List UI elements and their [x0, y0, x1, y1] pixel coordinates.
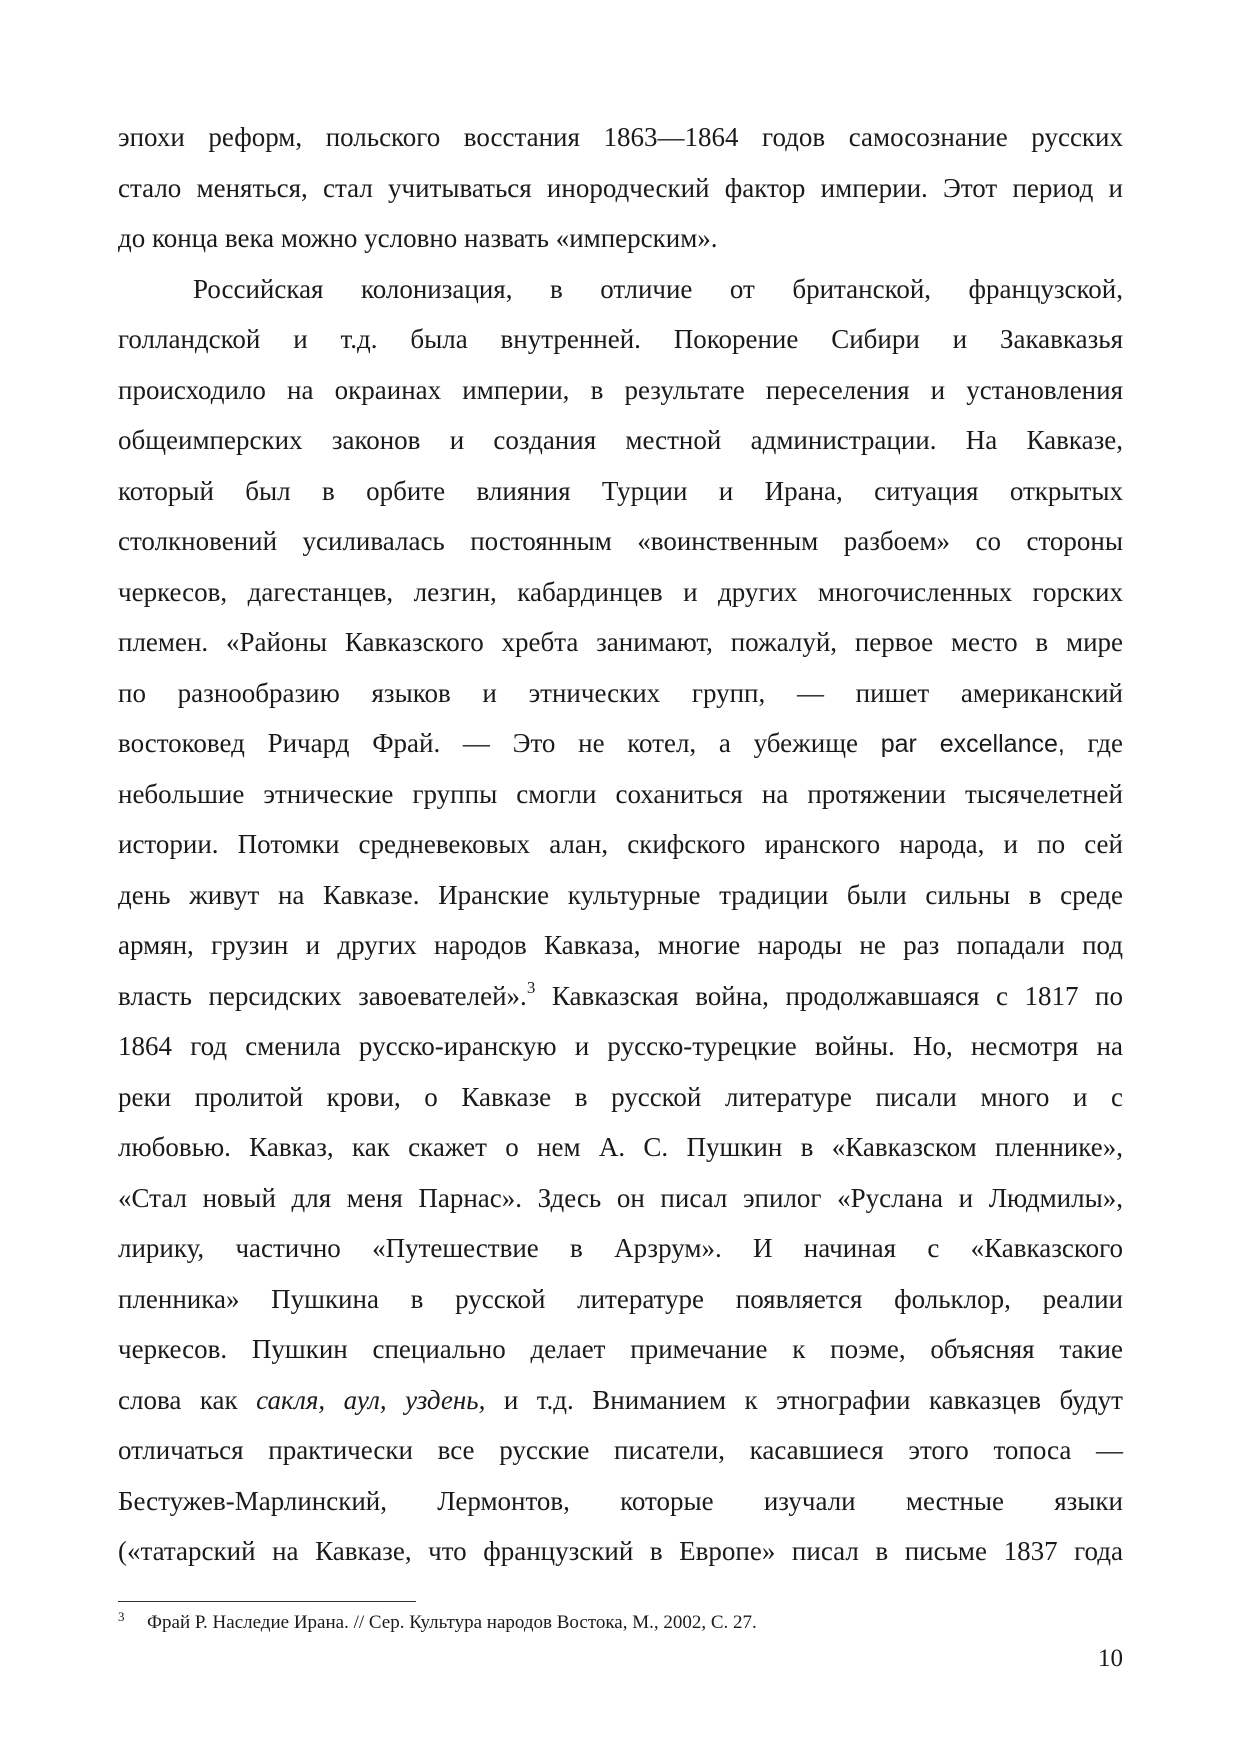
text-line: стало меняться, стал учитываться инородческий фактор империи. Этот период и: [118, 172, 1123, 203]
text-line: племен. «Районы Кавказского хребта занимают, пожалуй, первое место в мире: [118, 627, 1123, 657]
text-line: любовью. Кавказ, как скажет о нем А. С. Пушкин в «Кавказском пленнике»,: [118, 1132, 1123, 1162]
text-line: общеимперских законов и создания местной администрации. На Кавказе,: [118, 425, 1123, 455]
text-line: день живут на Кавказе. Иранские культурные традиции были сильны в среде: [118, 879, 1123, 910]
text-line: армян, грузин и других народов Кавказа, многие народы не раз попадали под: [118, 930, 1123, 960]
text-line: происходило на окраинах империи, в результате переселения и установления: [118, 374, 1123, 405]
text-line: «Стал новый для меня Парнас». Здесь он писал эпилог «Руслана и Людмилы»,: [118, 1182, 1123, 1213]
text-segment: слова как: [118, 1384, 257, 1415]
text-segment: Кавказская война, продолжавшаяся с 1817 по: [535, 980, 1123, 1011]
text-line: столкновений усиливалась постоянным «воинственным разбоем» со стороны: [118, 526, 1123, 556]
footnote-text: Фрай Р. Наследие Ирана. // Сер. Культура народов Востока, М., 2002, С. 27.: [147, 1612, 757, 1633]
text-line: черкесов, дагестанцев, лезгин, кабардинцев и других многочисленных горских: [118, 576, 1123, 607]
paragraph-first-line: Российская колонизация, в отличие от британской, французской,: [193, 273, 1123, 304]
text-line: пленника» Пушкина в русской литературе появляется фольклор, реалии: [118, 1283, 1123, 1314]
text-segment: и т.д. Вниманием к этнографии кавказцев будут: [485, 1384, 1123, 1415]
italic-terms: сакля, аул, уздень,: [256, 1384, 486, 1415]
text-line: голландской и т.д. была внутренней. Покорение Сибири и Закавказья: [118, 324, 1123, 354]
text-line: («татарский на Кавказе, что французский в Европе» писал в письме 1837 года: [118, 1536, 1123, 1566]
page-number: 10: [1098, 1645, 1123, 1672]
text-line: истории. Потомки средневековых алан, скифского иранского народа, и по сей: [118, 829, 1123, 859]
text-segment: востоковед Ричард Фрай. — Это не котел, а убежище: [118, 728, 881, 758]
footnote-separator: [118, 1601, 416, 1602]
text-line: [118, 1375, 1123, 1426]
text-line: 1864 год сменила русско-иранскую и русско-турецкие войны. Но, несмотря на: [118, 1031, 1123, 1061]
text-line: черкесов. Пушкин специально делает примечание к поэме, объясняя такие: [118, 1334, 1123, 1364]
text-line: [118, 718, 1123, 769]
foreign-phrase: par excellance,: [880, 730, 1065, 758]
text-line: эпохи реформ, польского восстания 1863—1864 годов самосознание русских: [118, 122, 1123, 152]
text-line: Бестужев-Марлинский, Лермонтов, которые изучали местные языки: [118, 1485, 1123, 1516]
body-text: [118, 112, 1123, 1577]
text-line: до конца века можно условно назвать «имперским».: [118, 223, 718, 253]
text-line: отличаться практически все русские писатели, касавшиеся этого топоса —: [118, 1435, 1123, 1465]
text-line: небольшие этнические группы смогли соханиться на протяжении тысячелетней: [118, 778, 1123, 809]
footnote: 3 Фрай Р. Наследие Ирана. // Сер. Культура народов Востока, М., 2002, С. 27.: [118, 1609, 757, 1633]
text-line: лирику, частично «Путешествие в Арзрум». И начиная с «Кавказского: [118, 1233, 1123, 1263]
text-segment: власть персидских завоевателей».: [118, 980, 527, 1011]
text-line: по разнообразию языков и этнических групп, — пишет американский: [118, 677, 1123, 708]
text-line: реки пролитой крови, о Кавказе в русской литературе писали много и с: [118, 1081, 1123, 1112]
footnote-reference: 3: [526, 977, 536, 997]
text-line: [118, 971, 1123, 1022]
text-segment: где: [1064, 728, 1123, 758]
text-line: который был в орбите влияния Турции и Ирана, ситуация открытых: [118, 475, 1123, 506]
